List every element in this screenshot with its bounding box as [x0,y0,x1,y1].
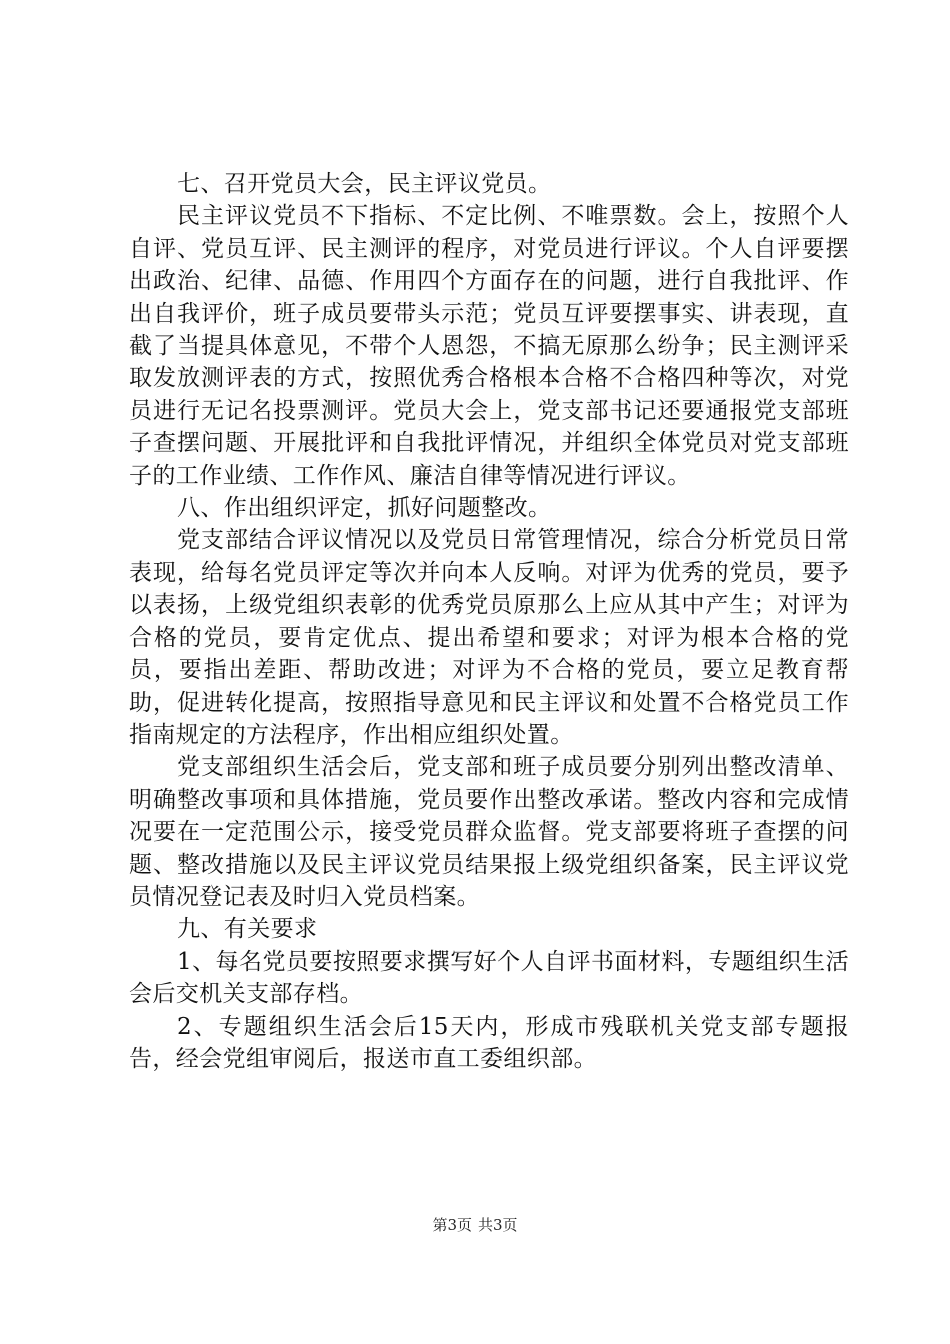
document-body [129,168,849,1075]
page-footer [0,1215,950,1235]
requirement-item-1: 1、每名党员要按照要求撰写好个人自评书面材料，专题组织生活会后交机关支部存档。 [129,948,849,1008]
section-heading-9: 九、有关要求 [177,916,318,943]
paragraph-rectification: 党支部组织生活会后，党支部和班子成员要分别列出整改清单、明确整改事项和具体措施，党员要作出整改承诺。整改内容和完成情况要在一定范围公示，接受党员群众监督。党支部要将班子查摆的问题、整改措施以及民主评议党员结果报上级党组织备案，民主评议党员情况登记表及时归入党员档案。 [129,754,849,910]
page-number: 第3页 [432,1216,472,1234]
section-heading-7: 七、召开党员大会，民主评议党员。 [177,171,552,197]
requirement-item-2: 2、专题组织生活会后15天内，形成市残联机关党支部专题报告，经会党组审阅后，报送市直工委组织部。 [129,1013,849,1072]
paragraph-democratic-evaluation: 民主评议党员不下指标、不定比例、不唯票数。会上，按照个人自评、党员互评、民主测评的程序，对党员进行评议。个人自评要摆出政治、纪律、品德、作用四个方面存在的问题，进行自我批评、作出自我评价，班子成员要带头示范；党员互评要摆事实、讲表现，直截了当提具体意见，不带个人恩怨，不搞无原那么纷争；民主测评采取发放测评表的方式，按照优秀合格根本合格不合格四种等次，对党员进行无记名投票测评。党员大会上，党支部书记还要通报党支部班子查摆问题、开展批评和自我批评情况，并组织全体党员对党支部班子的工作业绩、工作作风、廉洁自律等情况进行评议。 [129,203,849,489]
page-total: 共3页 [478,1216,518,1234]
section-heading-8: 八、作出组织评定，抓好问题整改。 [177,495,552,522]
paragraph-organization-rating: 党支部结合评议情况以及党员日常管理情况，综合分析党员日常表现，给每名党员评定等次并向本人反响。对评为优秀的党员，要予以表扬，上级党组织表彰的优秀党员原那么上应从其中产生；对评为合格的党员，要肯定优点、提出希望和要求；对评为根本合格的党员，要指出差距、帮助改进；对评为不合格的党员，要立足教育帮助，促进转化提高，按照指导意见和民主评议和处置不合格党员工作指南规定的方法程序，作出相应组织处置。 [129,527,849,748]
